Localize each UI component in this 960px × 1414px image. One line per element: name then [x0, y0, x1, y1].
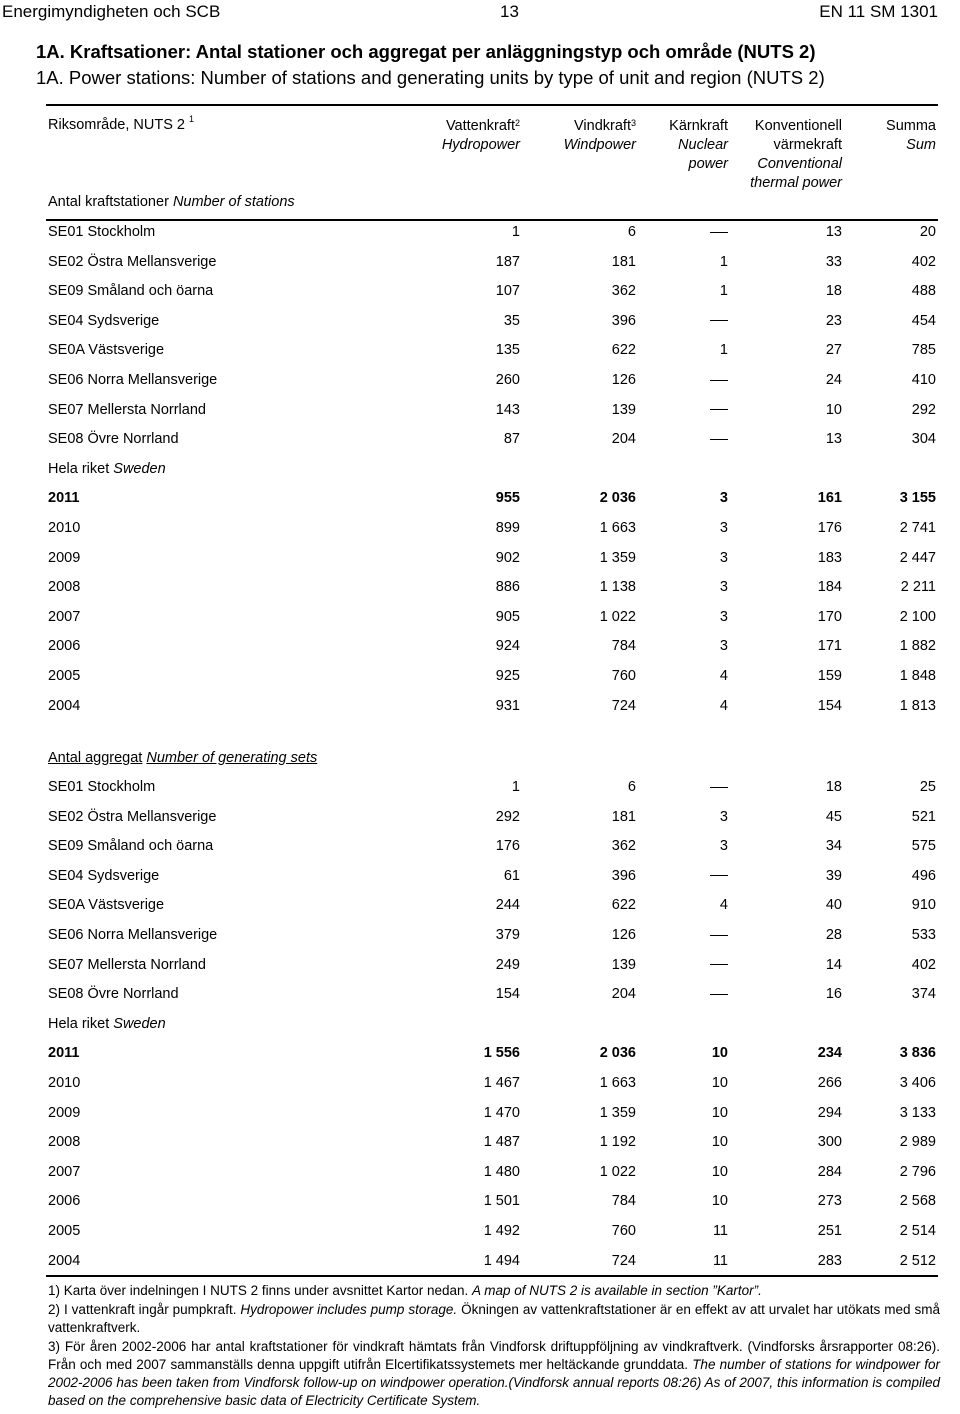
row-label: 2005: [48, 668, 81, 684]
row-label: SE01 Stockholm: [48, 224, 156, 240]
hydropower-value: 931: [495, 697, 520, 714]
row-label: SE01 Stockholm: [48, 779, 156, 795]
dash-mark: [710, 964, 728, 965]
dash-mark: [710, 787, 728, 788]
nuclear-value: 3: [719, 549, 728, 566]
row-label: 2007: [48, 1163, 81, 1180]
hydropower-value: 1 467: [483, 1075, 520, 1091]
hydropower-value: 1 556: [483, 1045, 520, 1062]
windpower-column-header: Vindkraft$^3$ Windpower: [563, 118, 636, 153]
thermal-value: 18: [825, 283, 842, 300]
sum-value: 521: [911, 808, 936, 825]
row-label: SE09 Småland och öarna: [48, 283, 214, 300]
thermal-value: 23: [825, 312, 842, 329]
nuclear-value: 3: [719, 838, 728, 855]
nuclear-value: 3: [719, 638, 728, 655]
nuclear-value: 3: [719, 608, 728, 625]
sum-value: 2 100: [899, 608, 936, 625]
top-rule: [46, 104, 938, 106]
dash-mark: [710, 439, 728, 440]
sum-value: 20: [919, 224, 936, 240]
hydropower-value: 886: [495, 579, 520, 596]
dash-mark: [710, 409, 728, 410]
hydropower-value: 924: [495, 638, 520, 655]
windpower-value: 1 138: [599, 579, 636, 596]
nuclear-value: 4: [719, 697, 728, 714]
windpower-value: 204: [611, 986, 636, 1003]
row-label: 2009: [48, 1104, 81, 1121]
table-row: [0, 927, 960, 947]
row-label: SE08 Övre Norrland: [48, 431, 179, 448]
windpower-value: 362: [611, 838, 636, 855]
thermal-value: 284: [817, 1163, 842, 1180]
row-label: 2004: [48, 1252, 81, 1269]
hydropower-value: 244: [495, 897, 520, 914]
hydropower-value: 925: [495, 668, 520, 684]
hydropower-value: 899: [495, 520, 520, 536]
sum-value: 410: [911, 372, 936, 388]
nuclear-value: 10: [711, 1163, 728, 1180]
thermal-value: 176: [817, 520, 842, 536]
region-column-header: Riksområde, NUTS 2 $^1$: [48, 114, 195, 133]
windpower-value: 2 036: [599, 490, 636, 507]
table-title-swedish: 1A. Kraftsationer: Antal stationer och aggregat per anläggningstyp och område (NUTS 2): [36, 41, 816, 62]
row-label: SE02 Östra Mellansverige: [48, 253, 217, 270]
thermal-value: 170: [817, 608, 842, 625]
thermal-value: 33: [825, 253, 842, 270]
row-label: 2008: [48, 579, 81, 596]
thermal-value: 28: [825, 927, 842, 943]
windpower-value: 2 036: [599, 1045, 636, 1062]
row-label: 2010: [48, 520, 81, 536]
row-label: SE06 Norra Mellansverige: [48, 927, 218, 943]
hydropower-value: 135: [495, 342, 520, 359]
section-heading-stations: Antal kraftstationer Number of stations: [48, 194, 295, 210]
table-row: [0, 372, 960, 392]
thermal-value: 183: [817, 549, 842, 566]
dash-mark: [710, 320, 728, 321]
row-label: 2011: [48, 490, 80, 507]
nuclear-value: [710, 313, 728, 329]
thermal-value: 16: [825, 986, 842, 1003]
windpower-value: 724: [611, 697, 636, 714]
row-label: SE04 Sydsverige: [48, 312, 160, 329]
table-row: [0, 779, 960, 799]
sum-value: 292: [911, 401, 936, 418]
table-row: [0, 638, 960, 658]
hydropower-value: 1 492: [483, 1223, 520, 1239]
sum-value: 2 211: [900, 579, 936, 596]
hydropower-value: 107: [495, 283, 520, 300]
thermal-value: 300: [817, 1134, 842, 1151]
sum-value: 2 512: [899, 1252, 936, 1269]
table-row: [0, 431, 960, 451]
windpower-value: 204: [611, 431, 636, 448]
row-label: SE0A Västsverige: [48, 342, 165, 359]
row-label: SE0A Västsverige: [48, 897, 165, 914]
row-label: 2010: [48, 1075, 81, 1091]
hydropower-value: 902: [495, 549, 520, 566]
table-row: [0, 1193, 960, 1213]
hydropower-value: 379: [495, 927, 520, 943]
dash-mark: [710, 994, 728, 995]
thermal-value: 34: [825, 838, 842, 855]
nuclear-value: [710, 957, 728, 973]
nuclear-value: 4: [719, 668, 728, 684]
hydropower-value: 905: [495, 608, 520, 625]
thermal-value: 39: [825, 867, 842, 884]
sweden-total-heading: Hela riket Sweden: [48, 460, 166, 477]
sum-value: 1 882: [899, 638, 936, 655]
windpower-value: 139: [611, 956, 636, 973]
table-row: [0, 313, 960, 333]
hydropower-value: 1 470: [483, 1104, 520, 1121]
nuclear-value: 3: [719, 490, 728, 507]
sum-value: 1 848: [899, 668, 936, 684]
hydropower-value: 143: [495, 401, 520, 418]
hydropower-column-header: Vattenkraft$^2$ Hydropower: [441, 118, 520, 153]
sum-value: 454: [911, 312, 936, 329]
thermal-value: 10: [825, 401, 842, 418]
hydropower-value: 1: [511, 779, 520, 795]
hydropower-value: 292: [495, 808, 520, 825]
table-row: [0, 1164, 960, 1184]
table-row: [0, 897, 960, 917]
table-row: [0, 957, 960, 977]
sum-value: 374: [911, 986, 936, 1003]
windpower-value: 724: [611, 1252, 636, 1269]
windpower-value: 6: [627, 779, 636, 795]
hydropower-value: 1 501: [483, 1193, 520, 1210]
nuclear-value: 10: [711, 1104, 728, 1121]
sum-value: 3 155: [899, 490, 936, 507]
sum-value: 575: [911, 838, 936, 855]
windpower-value: 1 663: [599, 520, 636, 536]
hydropower-value: 1 487: [483, 1134, 520, 1151]
sum-value: 910: [911, 897, 936, 914]
windpower-value: 784: [611, 1193, 636, 1210]
table-row: [0, 668, 960, 688]
thermal-value: 13: [825, 431, 842, 448]
sum-value: 2 989: [899, 1134, 936, 1151]
sum-value: 785: [911, 342, 936, 359]
table-row: [0, 402, 960, 422]
hydropower-value: 176: [495, 838, 520, 855]
table-row: [0, 1105, 960, 1125]
table-row: [0, 609, 960, 629]
nuclear-value: 11: [712, 1252, 728, 1269]
windpower-value: 622: [611, 897, 636, 914]
row-label: SE08 Övre Norrland: [48, 986, 179, 1003]
nuclear-value: 1: [719, 342, 728, 359]
windpower-value: 760: [611, 668, 636, 684]
windpower-value: 1 359: [599, 1104, 636, 1121]
hydropower-value: 154: [495, 986, 520, 1003]
dash-mark: [710, 875, 728, 876]
footnote-1: 1) Karta över indelningen I NUTS 2 finns under avsnittet Kartor nedan. A map of NUTS 2 is available in section ”Kartor”.: [48, 1283, 762, 1298]
row-label: SE02 Östra Mellansverige: [48, 808, 217, 825]
thermal-value: 294: [817, 1104, 842, 1121]
sum-value: 2 741: [899, 520, 936, 536]
thermal-value: 234: [817, 1045, 842, 1062]
page-number: 13: [500, 2, 519, 21]
nuclear-value: 1: [719, 283, 728, 300]
sweden-total-heading: Hela riket Sweden: [48, 1015, 166, 1032]
table-row: [0, 579, 960, 599]
sum-value: 402: [911, 956, 936, 973]
windpower-value: 362: [611, 283, 636, 300]
nuclear-value: 3: [719, 579, 728, 596]
nuclear-value: 10: [711, 1075, 728, 1091]
nuclear-value: 3: [719, 808, 728, 825]
row-label: 2009: [48, 549, 81, 566]
table-row: [0, 1223, 960, 1243]
row-label: SE04 Sydsverige: [48, 867, 160, 884]
windpower-value: 126: [611, 927, 636, 943]
windpower-value: 6: [627, 224, 636, 240]
thermal-value: 251: [817, 1223, 842, 1239]
nuclear-value: [710, 402, 728, 418]
hydropower-value: 1: [511, 224, 520, 240]
table-row: [0, 1045, 960, 1065]
thermal-value: 14: [825, 956, 842, 973]
sum-value: 533: [911, 927, 936, 943]
nuclear-value: [710, 431, 728, 447]
windpower-value: 1 022: [599, 1163, 636, 1180]
row-label: 2004: [48, 697, 81, 714]
windpower-value: 181: [611, 253, 636, 270]
row-label: 2005: [48, 1223, 81, 1239]
dash-mark: [710, 232, 728, 233]
sum-value: 3 836: [899, 1045, 936, 1062]
thermal-value: 159: [817, 668, 842, 684]
table-row: [0, 838, 960, 858]
hydropower-value: 249: [495, 956, 520, 973]
thermal-value: 13: [825, 224, 842, 240]
table-row: [0, 550, 960, 570]
windpower-value: 181: [611, 808, 636, 825]
sum-value: 3 133: [899, 1104, 936, 1121]
sum-value: 2 447: [899, 549, 936, 566]
thermal-value: 27: [825, 342, 842, 359]
sum-value: 402: [911, 253, 936, 270]
table-row: [0, 698, 960, 718]
sum-value: 304: [911, 431, 936, 448]
conventional-thermal-column-header: Konventionell värmekraft Conventional thermal power: [750, 118, 842, 191]
row-label: 2008: [48, 1134, 81, 1151]
table-row: [0, 1253, 960, 1273]
table-row: [0, 520, 960, 540]
table-row: [0, 986, 960, 1006]
thermal-value: 283: [817, 1252, 842, 1269]
row-label: 2006: [48, 638, 81, 655]
hydropower-value: 35: [503, 312, 520, 329]
table-row: [0, 1075, 960, 1095]
hydropower-value: 1 494: [483, 1252, 520, 1269]
windpower-value: 760: [611, 1223, 636, 1239]
sum-column-header: Summa Sum: [886, 118, 936, 153]
nuclear-value: 10: [711, 1045, 728, 1062]
nuclear-value: 1: [719, 253, 728, 270]
table-row: [0, 224, 960, 244]
nuclear-value: 4: [719, 897, 728, 914]
nuclear-value: [710, 224, 728, 240]
sum-value: 496: [911, 867, 936, 884]
nuclear-column-header: Kärnkraft Nuclear power: [669, 118, 728, 172]
report-code: EN 11 SM 1301: [819, 2, 938, 21]
table-row: [0, 1134, 960, 1154]
thermal-value: 40: [825, 897, 842, 914]
footnote-2: 2) I vattenkraft ingår pumpkraft. Hydropower includes pump storage. Ökningen av vattenkraftstationer är en effekt av att urvalet har utökats med små vattenkraftverk.: [48, 1302, 940, 1335]
row-label: SE09 Småland och öarna: [48, 838, 214, 855]
table-row: [0, 254, 960, 274]
table-title-english: 1A. Power stations: Number of stations and generating units by type of unit and region (NUTS 2): [36, 67, 825, 88]
hydropower-value: 260: [495, 372, 520, 388]
hydropower-value: 1 480: [483, 1163, 520, 1180]
row-label: 2006: [48, 1193, 81, 1210]
windpower-value: 622: [611, 342, 636, 359]
thermal-value: 273: [817, 1193, 842, 1210]
windpower-value: 139: [611, 401, 636, 418]
hydropower-value: 955: [495, 490, 520, 507]
nuclear-value: 10: [711, 1193, 728, 1210]
dash-mark: [710, 380, 728, 381]
hydropower-value: 87: [503, 431, 520, 448]
sum-value: 2 514: [899, 1223, 936, 1239]
hydropower-value: 61: [503, 867, 520, 884]
sum-value: 3 406: [899, 1075, 936, 1091]
thermal-value: 18: [825, 779, 842, 795]
publisher-label: Energimyndigheten och SCB: [2, 2, 221, 21]
nuclear-value: 3: [719, 520, 728, 536]
footnote-3: 3) För åren 2002-2006 har antal kraftstationer för vindkraft hämtats från Vindforsk driftuppföljning av vindkraftverk. (Vindforsks årsrapporter 08:26). Från och med 2007 sammanställs denna uppgift utifrån Elcertifikatssystemets mer heltäckande grunddata. The number of stations for windpower for 2002-2006 has been taken from Vindforsk follow-up on windpower operation.(Vindforsk annual reports 08:26) As of 2007, this information is compiled based on the comprehensive basic data of Electricity Certificate System.: [48, 1339, 940, 1408]
row-label: 2007: [48, 608, 81, 625]
thermal-value: 171: [817, 638, 842, 655]
row-label: 2011: [48, 1045, 80, 1062]
nuclear-value: [710, 372, 728, 388]
table-row: [0, 868, 960, 888]
table-row: [0, 342, 960, 362]
sum-value: 2 568: [899, 1193, 936, 1210]
section-heading-generating-sets: Antal aggregat Number of generating sets: [48, 750, 318, 766]
page-header: [0, 0, 960, 26]
table-row: [0, 809, 960, 829]
thermal-value: 184: [817, 579, 842, 596]
table-row: [0, 490, 960, 510]
windpower-value: 1 022: [599, 608, 636, 625]
windpower-value: 396: [611, 867, 636, 884]
thermal-value: 266: [817, 1075, 842, 1091]
nuclear-value: [710, 986, 728, 1002]
nuclear-value: [710, 868, 728, 884]
sum-value: 488: [911, 283, 936, 300]
sum-value: 2 796: [899, 1163, 936, 1180]
thermal-value: 161: [817, 490, 842, 507]
windpower-value: 126: [611, 372, 636, 388]
sum-value: 1 813: [899, 697, 936, 714]
bottom-rule: [46, 1275, 938, 1277]
dash-mark: [710, 935, 728, 936]
thermal-value: 24: [825, 372, 842, 388]
table-row: [0, 283, 960, 303]
row-label: SE07 Mellersta Norrland: [48, 401, 206, 418]
windpower-value: 1 663: [599, 1075, 636, 1091]
nuclear-value: [710, 927, 728, 943]
row-label: SE06 Norra Mellansverige: [48, 372, 218, 388]
nuclear-value: [710, 779, 728, 795]
nuclear-value: 10: [711, 1134, 728, 1151]
windpower-value: 784: [611, 638, 636, 655]
nuclear-value: 11: [712, 1223, 728, 1239]
row-label: SE07 Mellersta Norrland: [48, 956, 206, 973]
thermal-value: 154: [817, 697, 842, 714]
sum-value: 25: [919, 779, 936, 795]
windpower-value: 1 359: [599, 549, 636, 566]
footnotes: [48, 1282, 940, 1411]
hydropower-value: 187: [495, 253, 520, 270]
header-rule: [46, 219, 938, 221]
windpower-value: 396: [611, 312, 636, 329]
windpower-value: 1 192: [599, 1134, 636, 1151]
thermal-value: 45: [825, 808, 842, 825]
